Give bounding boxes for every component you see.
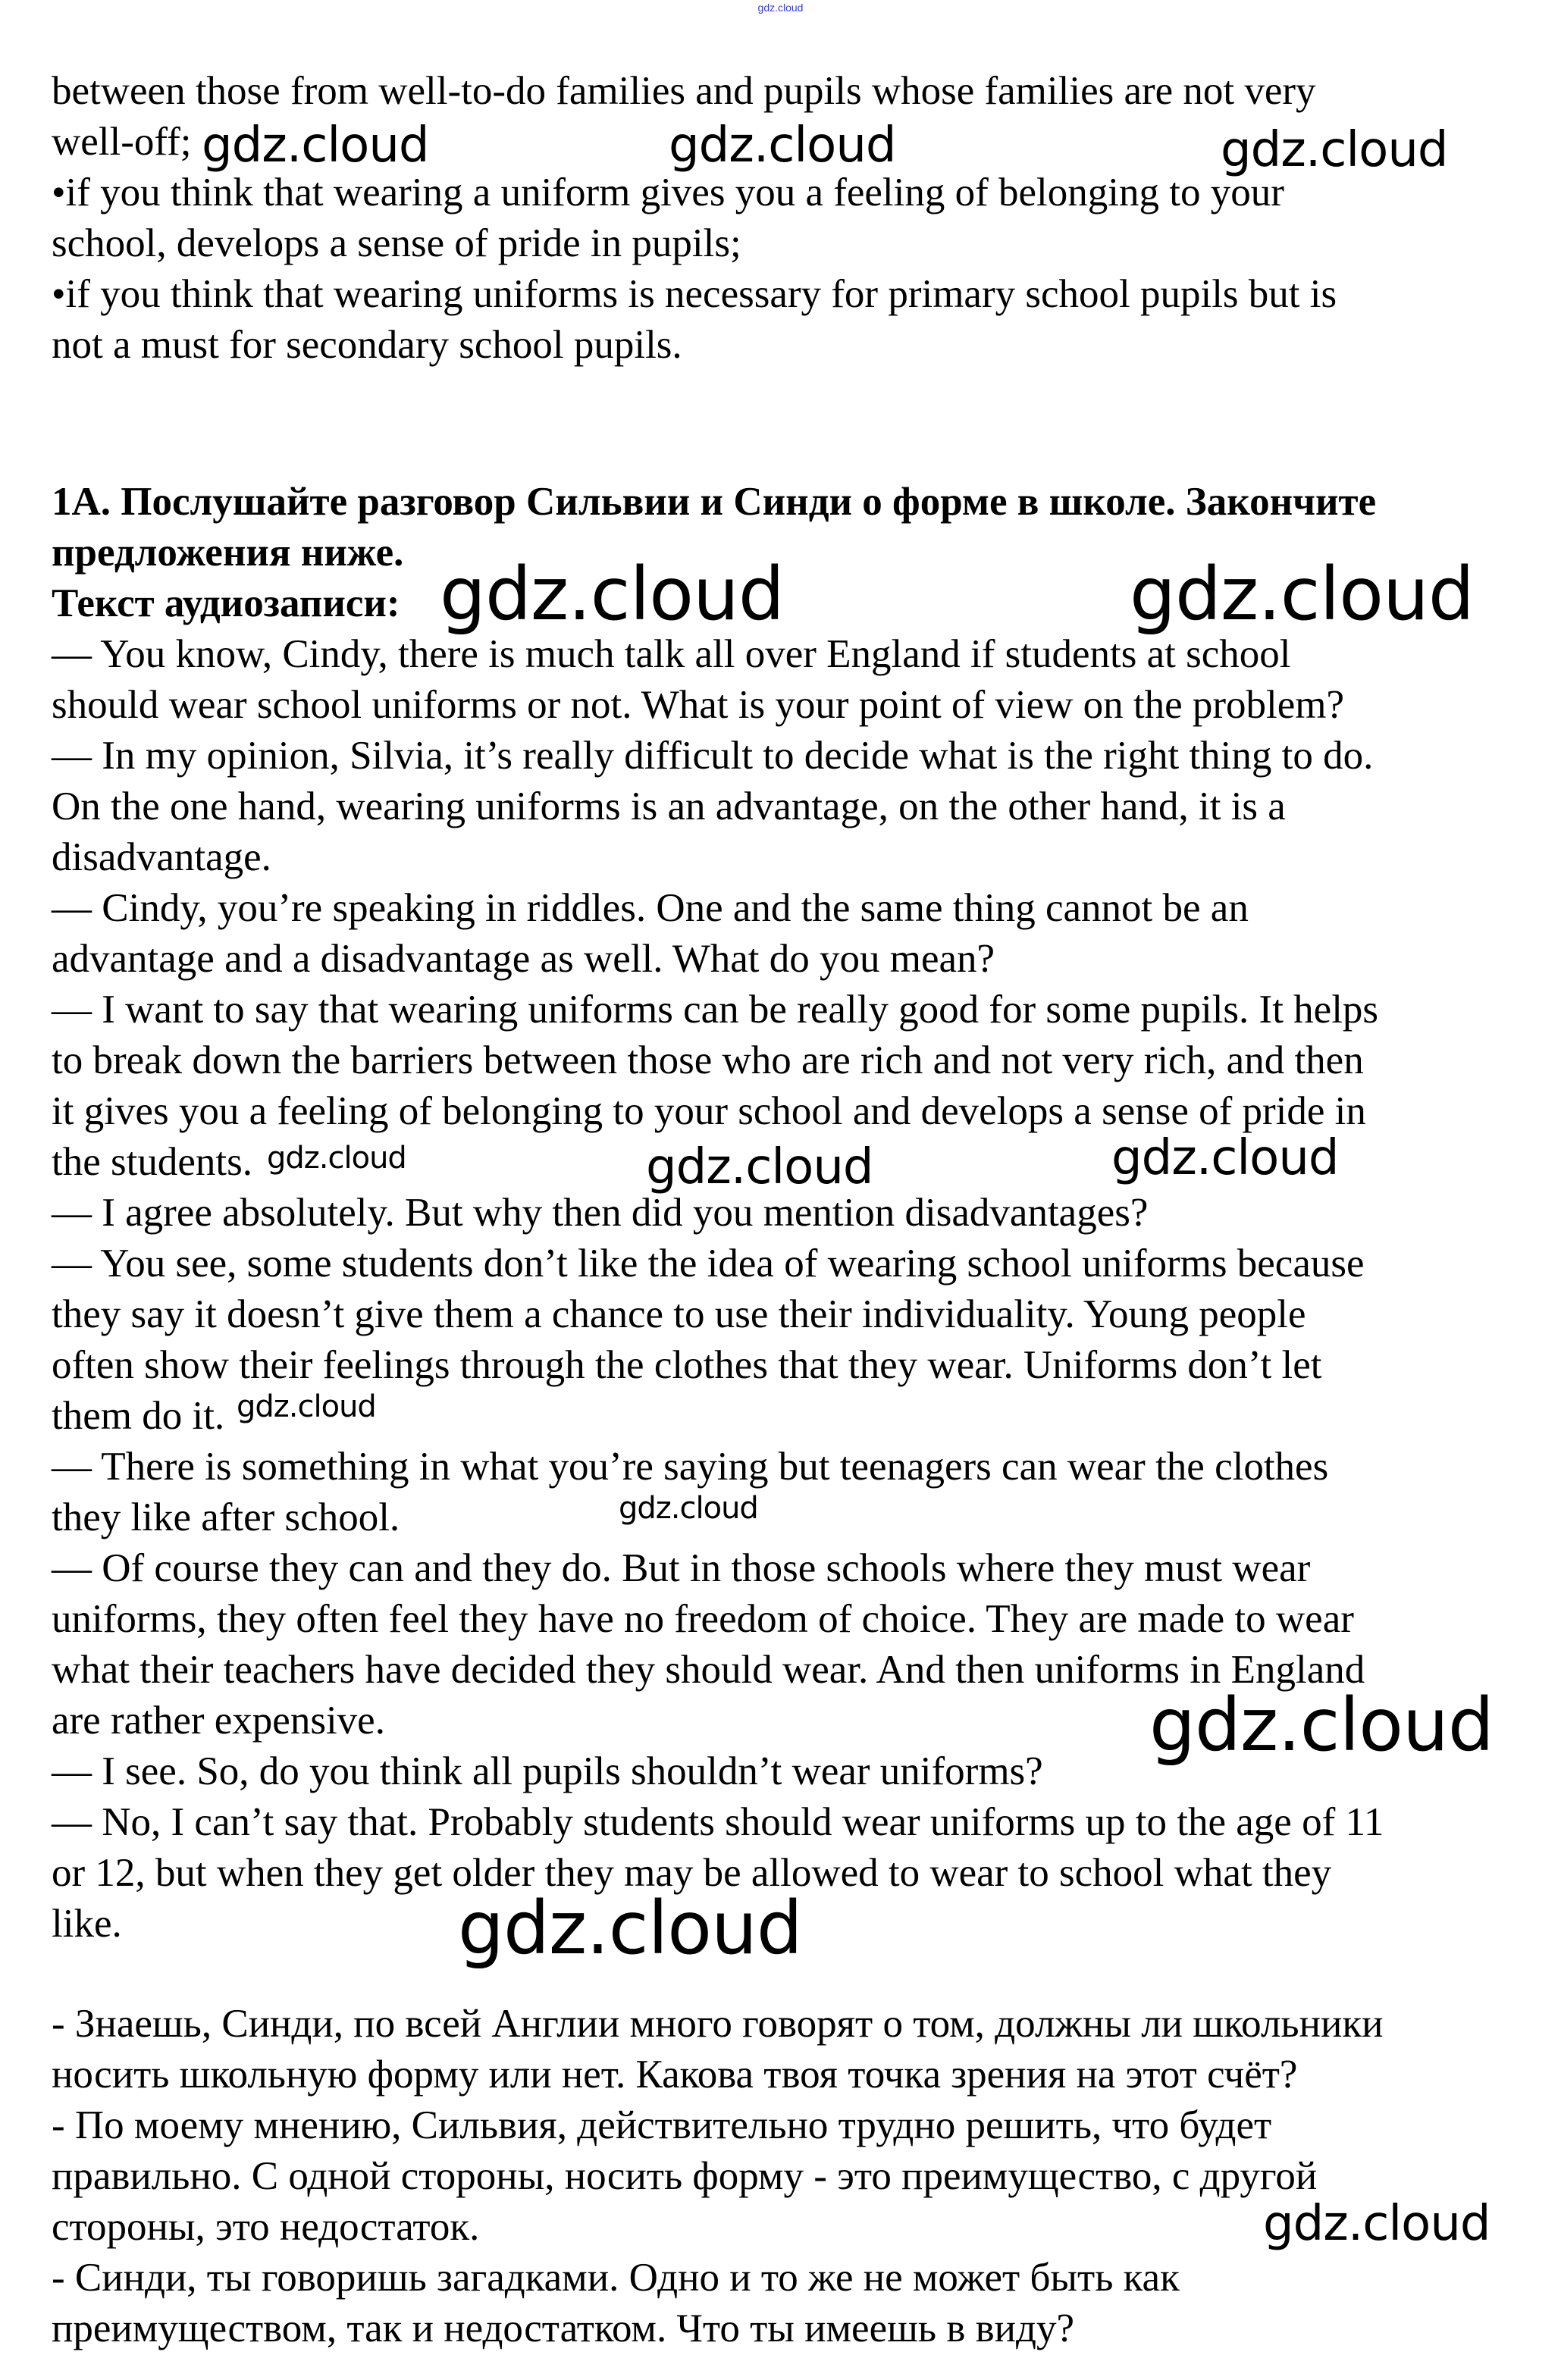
dialogue-line: it gives you a feeling of belonging to your school and develops a sense of pride in bbox=[52, 1089, 1366, 1133]
dialogue-line: what their teachers have decided they should wear. And then uniforms in England bbox=[52, 1648, 1365, 1692]
watermark: gdz.cloud bbox=[1111, 1130, 1339, 1186]
dialogue-line: — You see, some students don’t like the idea of wearing school uniforms because bbox=[52, 1242, 1365, 1286]
dialogue-line: — I want to say that wearing uniforms can be really good for some pupils. It helps bbox=[52, 988, 1379, 1032]
watermark: gdz.cloud bbox=[202, 117, 429, 174]
heading-line: предложения ниже. bbox=[52, 531, 404, 575]
dialogue-line: — Of course they can and they do. But in those schools where they must wear bbox=[52, 1546, 1311, 1590]
block1-line: school, develops a sense of pride in pupils; bbox=[52, 221, 741, 265]
dialogue-line: or 12, but when they get older they may be allowed to wear to school what they bbox=[52, 1851, 1332, 1895]
watermark: gdz.cloud bbox=[458, 1886, 802, 1971]
header-watermark: gdz.cloud bbox=[757, 2, 804, 14]
watermark: gdz.cloud bbox=[619, 1491, 758, 1526]
translation-line: носить школьную форму или нет. Какова твоя точка зрения на этот счёт? bbox=[52, 2053, 1298, 2097]
dialogue-line: — Cindy, you’re speaking in riddles. One and the same thing cannot be an bbox=[52, 886, 1249, 930]
block1-line: •if you think that wearing uniforms is necessary for primary school pupils but is bbox=[52, 272, 1337, 316]
dialogue-line: — There is something in what you’re saying but teenagers can wear the clothes bbox=[52, 1445, 1329, 1489]
dialogue-line: — I agree absolutely. But why then did you mention disadvantages? bbox=[52, 1191, 1149, 1235]
dialogue-line: they like after school. bbox=[52, 1495, 400, 1539]
russian-translation bbox=[52, 1999, 1383, 2354]
dialogue-line: like. bbox=[52, 1902, 122, 1946]
watermark: gdz.cloud bbox=[1221, 122, 1448, 178]
translation-line: стороны, это недостаток. bbox=[52, 2205, 480, 2249]
watermark: gdz.cloud bbox=[237, 1389, 376, 1424]
translation-line: правильно. С одной стороны, носить форму - это преимущество, с другой bbox=[52, 2154, 1318, 2198]
dialogue-line: are rather expensive. bbox=[52, 1699, 385, 1743]
intro-text-block bbox=[52, 66, 1337, 371]
dialogue-line: — You know, Cindy, there is much talk all over England if students at school bbox=[52, 632, 1291, 676]
dialogue-line: advantage and a disadvantage as well. What do you mean? bbox=[52, 937, 995, 981]
watermark: gdz.cloud bbox=[1263, 2196, 1490, 2252]
translation-line: - Синди, ты говоришь загадками. Одно и то же не может быть как bbox=[52, 2256, 1180, 2300]
dialogue-line: should wear school uniforms or not. What is your point of view on the problem? bbox=[52, 683, 1345, 727]
dialogue-line: — In my opinion, Silvia, it’s really difficult to decide what is the right thing to do. bbox=[52, 734, 1374, 778]
dialogue-line: to break down the barriers between those who are rich and not very rich, and then bbox=[52, 1038, 1364, 1082]
dialogue-line: them do it. bbox=[52, 1394, 225, 1438]
dialogue-line: — I see. So, do you think all pupils shouldn’t wear uniforms? bbox=[52, 1749, 1043, 1793]
dialogue-line: On the one hand, wearing uniforms is an advantage, on the other hand, it is a bbox=[52, 784, 1286, 828]
block1-line: between those from well-to-do families and pupils whose families are not very bbox=[52, 69, 1316, 113]
watermark: gdz.cloud bbox=[646, 1139, 873, 1195]
watermark: gdz.cloud bbox=[1149, 1683, 1494, 1768]
block1-line: well-off; bbox=[52, 120, 192, 164]
watermark: gdz.cloud bbox=[1130, 552, 1474, 637]
dialogue-line: they say it doesn’t give them a chance to use their individuality. Young people bbox=[52, 1292, 1306, 1336]
block1-line: not a must for secondary school pupils. bbox=[52, 323, 682, 367]
watermark: gdz.cloud bbox=[267, 1141, 406, 1176]
dialogue-line: disadvantage. bbox=[52, 835, 271, 879]
dialogue-line: the students. bbox=[52, 1140, 252, 1184]
dialogue-line: — No, I can’t say that. Probably students should wear uniforms up to the age of 11 bbox=[52, 1800, 1384, 1844]
heading-line: 1А. Послушайте разговор Сильвии и Синди о форме в школе. Закончите bbox=[52, 480, 1377, 524]
dialogue-line: often show their feelings through the clothes that they wear. Uniforms don’t let bbox=[52, 1343, 1322, 1387]
heading-line: Текст аудиозаписи: bbox=[52, 581, 400, 625]
translation-line: преимуществом, так и недостатком. Что ты имеешь в виду? bbox=[52, 2306, 1074, 2350]
translation-line: - По моему мнению, Сильвия, действительно трудно решить, что будет bbox=[52, 2103, 1272, 2147]
block1-line: •if you think that wearing a uniform gives you a feeling of belonging to your bbox=[52, 171, 1284, 215]
dialogue-line: uniforms, they often feel they have no freedom of choice. They are made to wear bbox=[52, 1597, 1354, 1641]
translation-line: - Знаешь, Синди, по всей Англии много говорят о том, должны ли школьники bbox=[52, 2002, 1384, 2046]
watermark: gdz.cloud bbox=[669, 117, 896, 174]
watermark: gdz.cloud bbox=[440, 552, 784, 637]
